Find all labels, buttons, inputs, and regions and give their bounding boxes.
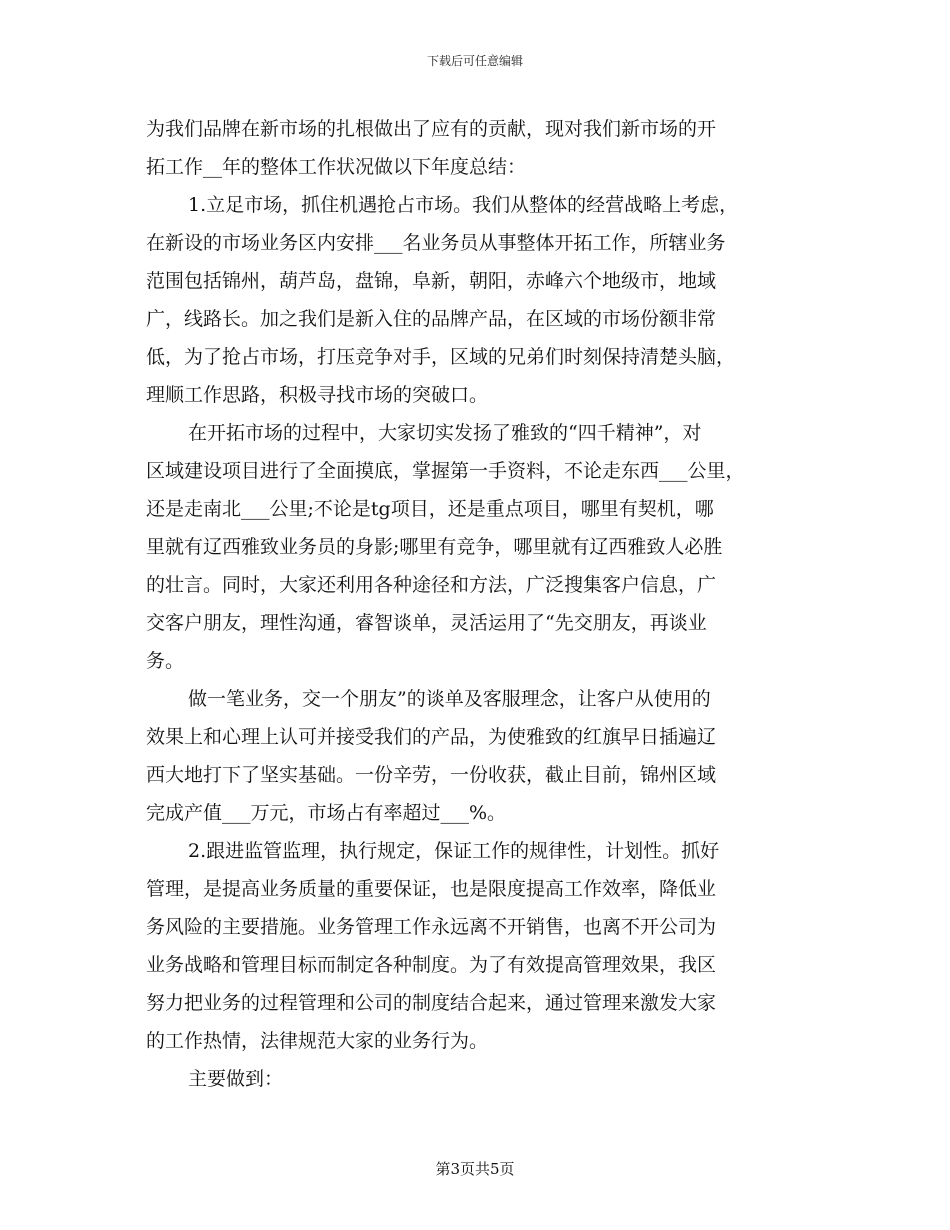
body-line: 在新设的市场业务区内安排___名业务员从事整体开拓工作，所辖业务 bbox=[146, 232, 726, 254]
body-line: 为我们品牌在新市场的扎根做出了应有的贡献，现对我们新市场的开 bbox=[146, 118, 717, 140]
body-line: 低，为了抢占市场，打压竞争对手，区域的兄弟们时刻保持清楚头脑， bbox=[146, 346, 736, 368]
body-line: 效果上和心理上认可并接受我们的产品，为使雅致的红旗早日插遍辽 bbox=[146, 726, 717, 748]
page-header: 下载后可任意编辑 bbox=[426, 54, 523, 68]
body-line: 务风险的主要措施。业务管理工作永远离不开销售，也离不开公司为 bbox=[146, 916, 717, 938]
paragraph-start-line: 主要做到： bbox=[188, 1068, 284, 1090]
body-line: 努力把业务的过程管理和公司的制度结合起来，通过管理来激发大家 bbox=[146, 992, 717, 1014]
body-line: 广，线路长。加之我们是新入住的品牌产品，在区域的市场份额非常 bbox=[146, 308, 717, 330]
body-line: 业务战略和管理目标而制定各种制度。为了有效提高管理效果，我区 bbox=[146, 954, 717, 976]
page-number-footer: 第3页共5页 bbox=[435, 1160, 515, 1178]
body-line: 管理，是提高业务质量的重要保证，也是限度提高工作效率，降低业 bbox=[146, 878, 717, 900]
paragraph-start-line: 2.跟进监管监理，执行规定，保证工作的规律性，计划性。抓好 bbox=[188, 840, 720, 862]
document-body bbox=[146, 110, 816, 1098]
body-line: 的壮言。同时，大家还利用各种途径和方法，广泛搜集客户信息，广 bbox=[146, 574, 717, 596]
body-line: 还是走南北___公里;不论是tg项目，还是重点项目，哪里有契机，哪 bbox=[146, 498, 714, 520]
body-line: 里就有辽西雅致业务员的身影;哪里有竞争，哪里就有辽西雅致人必胜 bbox=[146, 536, 723, 558]
paragraph-start-line: 1.立足市场，抓住机遇抢占市场。我们从整体的经营战略上考虑， bbox=[188, 194, 739, 216]
body-line: 范围包括锦州，葫芦岛，盘锦，阜新，朝阳，赤峰六个地级市，地域 bbox=[146, 270, 717, 292]
body-line: 交客户朋友，理性沟通，睿智谈单，灵活运用了“先交朋友，再谈业 bbox=[146, 612, 707, 634]
body-line: 务。 bbox=[146, 650, 185, 672]
paragraph-start-line: 做一笔业务，交一个朋友”的谈单及客服理念，让客户从使用的 bbox=[188, 688, 711, 710]
paragraph-start-line: 在开拓市场的过程中，大家切实发扬了雅致的“四千精神”，对 bbox=[188, 422, 702, 444]
body-line: 拓工作__年的整体工作状况做以下年度总结： bbox=[146, 156, 527, 178]
body-line: 的工作热情，法律规范大家的业务行为。 bbox=[146, 1030, 489, 1052]
body-line: 完成产值___万元，市场占有率超过___%。 bbox=[146, 802, 507, 824]
body-line: 理顺工作思路，积极寻找市场的突破口。 bbox=[146, 384, 489, 406]
body-line: 西大地打下了坚实基础。一份辛劳，一份收获，截止目前，锦州区域 bbox=[146, 764, 717, 786]
body-line: 区域建设项目进行了全面摸底，掌握第一手资料，不论走东西___公里， bbox=[146, 460, 745, 482]
